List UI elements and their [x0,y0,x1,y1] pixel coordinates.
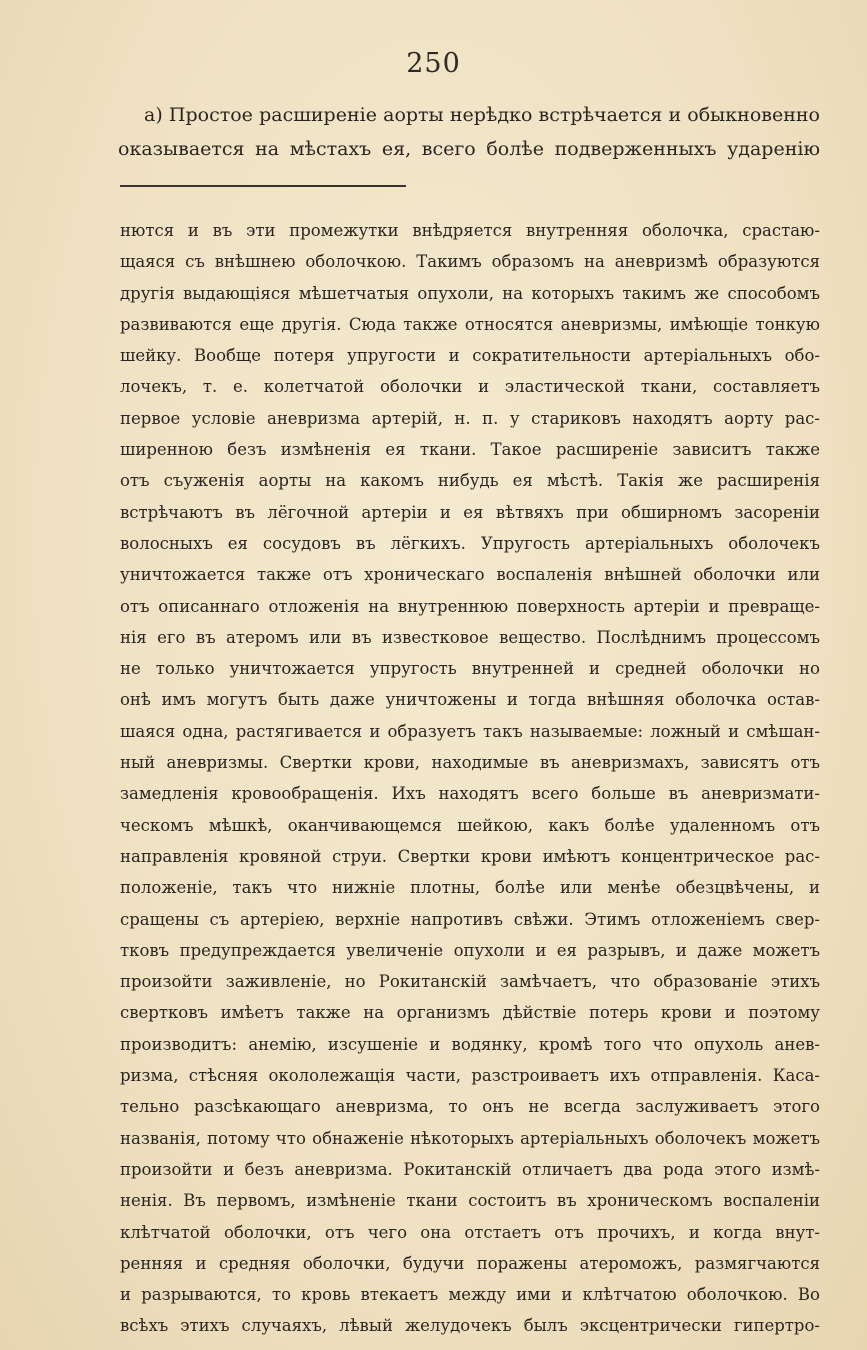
text-line: ный аневризмы. Свертки крови, находимые въ аневризмахъ, зависятъ отъ [120,753,820,773]
text-line: волосныхъ ея сосудовъ въ лёгкихъ. Упругость артеріальныхъ оболочекъ [120,533,820,553]
text-line: не только уничтожается упругость внутренней и средней оболочки но [120,659,820,679]
text-line: развиваются еще другія. Сюда также относятся аневризмы, имѣющіе тонкую [120,314,820,334]
text-line: отъ съуженія аорты на какомъ нибудь ея мѣстѣ. Такія же расширенія [120,471,820,491]
body-paragraph [120,215,820,1342]
text-line: названія, потому что обнаженіе нѣкоторыхъ артеріальныхъ оболочекъ можетъ [120,1128,820,1148]
text-line: свертковъ имѣетъ также на организмъ дѣйствіе потерь крови и поэтому [120,1003,820,1023]
text-line: нія его въ атеромъ или въ известковое вещество. Послѣднимъ процессомъ [120,627,820,647]
text-line: замедленія кровообращенія. Ихъ находятъ всего больше въ аневризмати- [120,784,820,804]
text-line: отъ описаннаго отложенія на внутреннюю поверхность артеріи и превраще- [120,596,820,616]
text-line: щаяся съ внѣшнею оболочкою. Такимъ образомъ на аневризмѣ образуются [120,252,820,272]
text-line: встрѣчаютъ въ лёгочной артеріи и ея вѣтвяхъ при обширномъ засореніи [120,502,820,522]
text-line: ческомъ мѣшкѣ, оканчивающемся шейкою, какъ болѣе удаленномъ отъ [120,815,820,835]
text-line: сращены съ артеріею, верхніе напротивъ свѣжи. Этимъ отложеніемъ свер- [120,909,820,929]
text-line: уничтожается также отъ хроническаго воспаленія внѣшней оболочки или [120,565,820,585]
text-line: ренняя и средняя оболочки, будучи поражены атероможъ, размягчаются [120,1253,820,1273]
text-line: клѣтчатой оболочки, отъ чего она отстаетъ отъ прочихъ, и когда внут- [120,1222,820,1242]
text-line: другія выдающіяся мѣшетчатыя опухоли, на которыхъ такимъ же способомъ [120,283,820,303]
text-line: и разрываются, то кровь втекаетъ между ими и клѣтчатою оболочкою. Во [120,1285,820,1305]
text-line: произойти заживленіе, но Рокитанскій замѣчаетъ, что образованіе этихъ [120,972,820,992]
text-line: нются и въ эти промежутки внѣдряется внутренняя оболочка, срастаю- [120,221,820,240]
text-line: тковъ предупреждается увеличеніе опухоли и ея разрывъ, и даже можетъ [120,940,820,960]
text-line: шейку. Вообще потеря упругости и сократительности артеріальныхъ обо- [120,346,820,366]
text-line: ненія. Въ первомъ, измѣненіе ткани состоитъ въ хроническомъ воспаленіи [120,1191,820,1211]
text-line: ризма, стѣсняя окололежащія части, разстроиваетъ ихъ отправленія. Каса- [120,1066,820,1086]
heading-line: оказывается на мѣстахъ ея, всего болѣе подверженныхъ ударенію [118,138,820,160]
heading-line: а) Простое расширеніе аорты нерѣдко встрѣчается и обыкновенно [144,104,820,126]
page-number: 250 [406,48,461,79]
text-line: лочекъ, т. е. колетчатой оболочки и эластической ткани, составляетъ [120,377,820,397]
text-line: тельно разсѣкающаго аневризма, то онъ не всегда заслуживаетъ этого [120,1097,820,1117]
text-line: первое условіе аневризма артерій, н. п. у стариковъ находятъ аорту рас- [120,408,820,428]
text-line: онѣ имъ могутъ быть даже уничтожены и тогда внѣшняя оболочка остав- [120,690,820,710]
text-line: ширенною безъ измѣненія ея ткани. Такое расширеніе зависитъ также [120,440,820,460]
text-line: всѣхъ этихъ случаяхъ, лѣвый желудочекъ былъ эксцентрически гипертро- [120,1316,820,1336]
section-divider-rule [120,185,406,187]
text-line: положеніе, такъ что нижніе плотны, болѣе или менѣе обезцвѣчены, и [120,878,820,898]
text-line: шаяся одна, растягивается и образуетъ такъ называемые: ложный и смѣшан- [120,721,820,741]
footnote-heading-paragraph [118,98,820,166]
text-line: направленія кровяной струи. Свертки крови имѣютъ концентрическое рас- [120,846,820,866]
text-line: произойти и безъ аневризма. Рокитанскій отличаетъ два рода этого измѣ- [120,1159,820,1179]
text-line: производитъ: анемію, изсушеніе и водянку, кромѣ того что опухоль анев- [120,1034,820,1054]
